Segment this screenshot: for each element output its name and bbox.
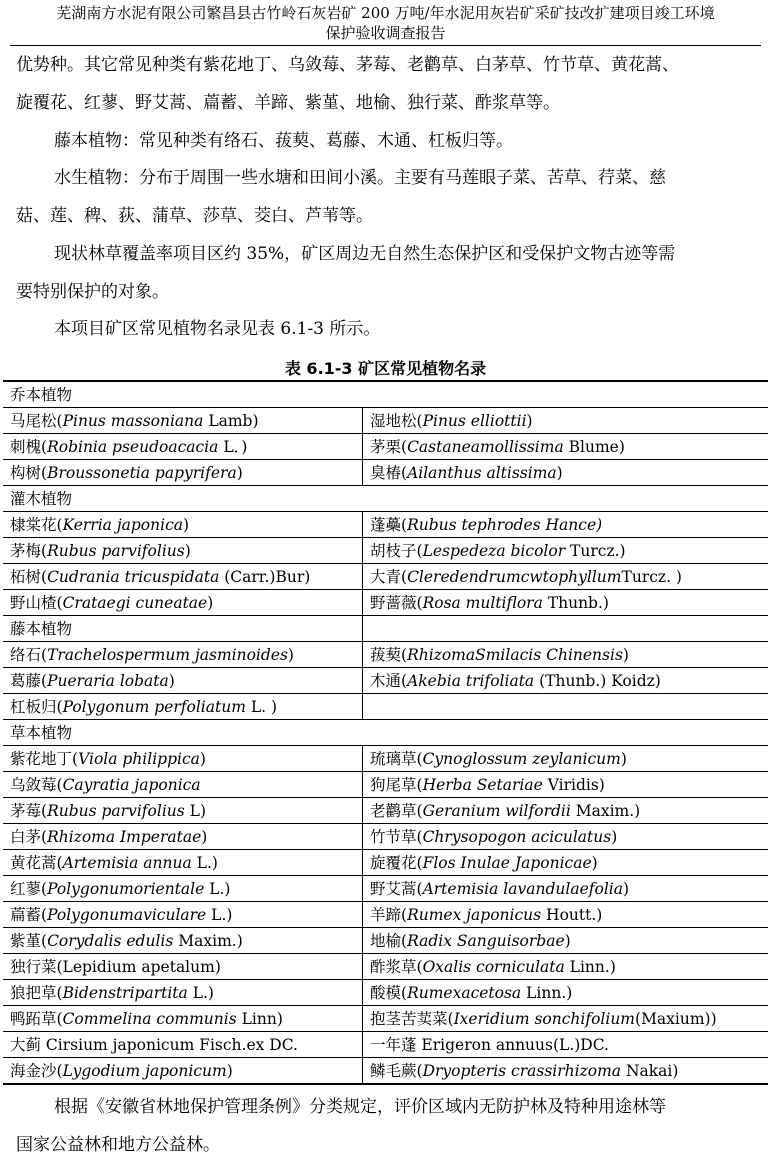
plant-name-text: L.) [191, 853, 218, 872]
plant-name-text: 羊蹄( [370, 905, 408, 924]
plant-name-text: ) [556, 463, 563, 482]
table-row [3, 1006, 768, 1032]
plant-name-text: ) [199, 749, 206, 768]
plant-name-text: 灌木植物 [10, 489, 73, 508]
section-heading-cell [3, 720, 768, 746]
scientific-name: Herba Setariae [422, 775, 543, 794]
plant-name-text: Turcz. ) [621, 567, 682, 586]
plant-cell-right [363, 902, 769, 928]
scientific-name: Trachelospermum jasminoides [47, 645, 288, 664]
plant-cell-left [3, 876, 363, 902]
plant-name-text: L.) [206, 905, 233, 924]
plant-cell-left [3, 850, 363, 876]
plant-name-text: ) [236, 463, 243, 482]
paragraph-line: 水生植物：分布于周围一些水塘和田间小溪。主要有马莲眼子菜、苦草、荇菜、慈 [54, 168, 666, 188]
plant-name-text: ) [526, 411, 533, 430]
plant-name-text: Houtt.) [541, 905, 603, 924]
plant-name-text: 鸭跖草( [10, 1009, 63, 1028]
table-section-row [3, 381, 768, 408]
plant-name-text: Linn.) [521, 983, 573, 1002]
plant-cell-right [363, 616, 769, 642]
plant-name-text: ) [226, 1061, 233, 1080]
table-row [3, 850, 768, 876]
plant-name-text: ) [207, 593, 214, 612]
table-row [3, 408, 768, 434]
plant-cell-right [363, 590, 769, 616]
plant-name-text: ) [564, 931, 571, 950]
paragraph-line: 现状林草覆盖率项目区约 35%，矿区周边无自然生态保护区和受保护文物古迹等需 [54, 244, 676, 264]
plant-cell-right [363, 668, 769, 694]
table-row [3, 564, 768, 590]
plant-name-text: 大蓟 Cirsium japonicum Fisch.ex DC. [10, 1035, 298, 1054]
plant-cell-left [3, 980, 363, 1006]
scientific-name: Robinia pseudoacacia [47, 437, 219, 456]
section-heading-cell [3, 381, 768, 408]
scientific-name: Artemisia lavandulaefolia [422, 879, 623, 898]
plant-name-text: Linn.) [564, 957, 616, 976]
scientific-name: Commelina communis [62, 1009, 237, 1028]
plant-list-table [3, 380, 768, 1085]
table-row [3, 538, 768, 564]
section-heading-cell [3, 486, 768, 512]
plant-cell-right [363, 824, 769, 850]
scientific-name: RhizomaSmilacis Chinensis [407, 645, 623, 664]
plant-name-text: 茅梅( [10, 541, 48, 560]
plant-name-text: 野山楂( [10, 593, 63, 612]
plant-name-text: 野艾蒿( [370, 879, 423, 898]
plant-name-text: 一年蓬 Erigeron annuus(L.)DC. [370, 1035, 609, 1054]
scientific-name: Cudrania tricuspidata [47, 567, 220, 586]
scientific-name: Polygonumorientale [47, 879, 205, 898]
scientific-name: Artemisia annua [62, 853, 192, 872]
plant-name-text: 鳞毛蕨( [370, 1061, 423, 1080]
plant-name-text: ) [168, 671, 175, 690]
table-row [3, 772, 768, 798]
plant-name-text: 竹节草( [370, 827, 423, 846]
plant-cell-left [3, 1058, 363, 1085]
scientific-name: Akebia trifoliata [407, 671, 535, 690]
paragraph-line: 本项目矿区常见植物名录见表 6.1-3 所示。 [54, 319, 381, 339]
scientific-name: Pinus massoniana [62, 411, 204, 430]
plant-cell-right [363, 980, 769, 1006]
plant-name-text: Maxim.) [570, 801, 641, 820]
plant-name-text: ) [622, 879, 630, 898]
table-row [3, 590, 768, 616]
plant-name-text: Linn) [236, 1009, 283, 1028]
plant-cell-left [3, 564, 363, 590]
plant-table-body [3, 381, 768, 1084]
plant-cell-right [363, 772, 769, 798]
plant-name-text: 刺槐( [10, 437, 48, 456]
plant-name-text: 狼把草( [10, 983, 63, 1002]
plant-cell-right [363, 642, 769, 668]
plant-name-text: 藤本植物 [10, 619, 73, 638]
table-row [3, 980, 768, 1006]
paragraph-line: 旋覆花、红蓼、野艾蒿、萹蓄、羊蹄、紫堇、地榆、独行菜、酢浆草等。 [16, 93, 560, 113]
plant-name-text: 旋覆花( [370, 853, 423, 872]
plant-name-text: Turcz.) [565, 541, 626, 560]
table-row [3, 1058, 768, 1085]
plant-cell-left [3, 408, 363, 434]
plant-cell-left [3, 746, 363, 772]
plant-name-text: 酸模( [370, 983, 408, 1002]
plant-name-text: 独行菜(Lepidium apetalum) [10, 957, 221, 976]
plant-name-text: ) [622, 645, 629, 664]
plant-name-text: 马尾松( [10, 411, 63, 430]
plant-name-text: 臭椿( [370, 463, 408, 482]
table-row [3, 434, 768, 460]
table-section-row [3, 720, 768, 746]
header-title-line1: 芜湖南方水泥有限公司繁昌县古竹岭石灰岩矿 200 万吨/年水泥用灰岩矿采矿技改扩建项目竣工环境 [56, 4, 715, 22]
plant-name-text: 杠板归( [10, 697, 63, 716]
plant-name-text: 棣棠花( [10, 515, 63, 534]
plant-cell-right [363, 746, 769, 772]
plant-name-text: 菝葜( [370, 645, 408, 664]
table-row [3, 642, 768, 668]
plant-name-text: 老鹳草( [370, 801, 423, 820]
plant-cell-left [3, 954, 363, 980]
paragraph-line: 藤本植物：常见种类有络石、菝葜、葛藤、木通、杠板归等。 [54, 131, 513, 151]
scientific-name: Cynoglossum zeylanicum [422, 749, 621, 768]
plant-cell-left [3, 824, 363, 850]
plant-name-text: ) [620, 749, 627, 768]
scientific-name: Chrysopogon aciculatus [422, 827, 612, 846]
plant-name-text: 酢浆草( [370, 957, 423, 976]
plant-name-text: (Thunb.) Koidz) [534, 671, 661, 690]
plant-name-text: 琉璃草( [370, 749, 423, 768]
plant-name-text: 络石( [10, 645, 48, 664]
plant-name-text: Blume) [563, 437, 625, 456]
table-row [3, 902, 768, 928]
paragraph-line: 根据《安徽省林地保护管理条例》分类规定，评价区域内无防护林及特种用途林等 [54, 1097, 666, 1117]
plant-cell-left [3, 798, 363, 824]
table-row [3, 512, 768, 538]
table-title: 表 6.1-3 矿区常见植物名录 [284, 359, 487, 378]
plant-name-text: 狗尾草( [370, 775, 423, 794]
plant-name-text: 大青( [370, 567, 408, 586]
plant-cell-right [363, 512, 769, 538]
scientific-name: Lygodium japonicum [62, 1061, 227, 1080]
plant-name-text: L.) [187, 983, 214, 1002]
scientific-name: Polygonumaviculare [47, 905, 207, 924]
table-row [3, 460, 768, 486]
plant-name-text: 野蔷薇( [370, 593, 423, 612]
plant-name-text: 萹蓄( [10, 905, 48, 924]
plant-name-text: 乌敛莓( [10, 775, 63, 794]
plant-cell-left [3, 460, 363, 486]
plant-cell-right [363, 408, 769, 434]
scientific-name: Rosa multiflora [422, 593, 543, 612]
scientific-name: Pueraria lobata [47, 671, 169, 690]
plant-cell-right [363, 798, 769, 824]
plant-name-text: ) [591, 853, 598, 872]
plant-name-text: 蓬蘽( [370, 515, 408, 534]
plant-cell-left [3, 512, 363, 538]
plant-name-text: 胡枝子( [370, 541, 423, 560]
plant-name-text: 木通( [370, 671, 408, 690]
plant-name-text: Viridis) [542, 775, 605, 794]
plant-cell-right [363, 694, 769, 720]
plant-name-text: 茅栗( [370, 437, 408, 456]
paragraph-line: 菇、莲、稗、荻、蒲草、莎草、茭白、芦苇等。 [16, 206, 373, 226]
scientific-name: Rhizoma Imperatae [47, 827, 202, 846]
scientific-name: Rubus tephrodes Hance) [407, 515, 603, 534]
plant-cell-left [3, 694, 363, 720]
scientific-name: Cayratia japonica [62, 775, 201, 794]
plant-name-text: 红蓼( [10, 879, 48, 898]
table-row [3, 928, 768, 954]
plant-cell-right [363, 564, 769, 590]
scientific-name: Bidenstripartita [62, 983, 188, 1002]
plant-name-text: Maxim.) [173, 931, 243, 950]
plant-cell-right [363, 876, 769, 902]
plant-cell-left [3, 1032, 363, 1058]
plant-cell-right [363, 538, 769, 564]
plant-name-text: 乔本植物 [10, 385, 73, 404]
header-title-line2: 保护验收调查报告 [325, 24, 446, 42]
scientific-name: Lespedeza bicolor [422, 541, 566, 560]
plant-cell-left [3, 590, 363, 616]
scientific-name: Flos Inulae Japonicae [422, 853, 592, 872]
plant-name-text: ) [201, 827, 208, 846]
plant-cell-left [3, 642, 363, 668]
scientific-name: Ailanthus altissima [407, 463, 557, 482]
plant-name-text: L. ) [245, 697, 278, 716]
scientific-name: Corydalis edulis [47, 931, 174, 950]
plant-name-text: Lamb) [203, 411, 259, 430]
table-section-row [3, 486, 768, 512]
plant-cell-right [363, 1006, 769, 1032]
plant-cell-left [3, 616, 363, 642]
table-row [3, 668, 768, 694]
paragraph-line: 国家公益林和地方公益林。 [16, 1135, 220, 1155]
plant-cell-right [363, 928, 769, 954]
plant-name-text: 紫堇( [10, 931, 48, 950]
plant-name-text: ) [183, 515, 190, 534]
scientific-name: Cleredendrumcwtophyllum [407, 567, 622, 586]
plant-cell-right [363, 434, 769, 460]
plant-name-text: 黄花蒿( [10, 853, 63, 872]
plant-cell-left [3, 538, 363, 564]
scientific-name: Crataegi cuneatae [62, 593, 208, 612]
plant-name-text: (Carr.)Bur) [219, 567, 311, 586]
table-row [3, 824, 768, 850]
plant-cell-left [3, 772, 363, 798]
plant-name-text: 白茅( [10, 827, 48, 846]
table-row [3, 1032, 768, 1058]
plant-name-text: 抱茎苦荬菜( [370, 1009, 454, 1028]
scientific-name: Rumexacetosa [407, 983, 522, 1002]
plant-name-text: 地榆( [370, 931, 408, 950]
scientific-name: Geranium wilfordii [422, 801, 571, 820]
plant-name-text: ) [184, 541, 191, 560]
plant-name-text: Thunb.) [542, 593, 609, 612]
plant-name-text: Nakai) [621, 1061, 679, 1080]
plant-name-text: 柘树( [10, 567, 48, 586]
plant-cell-left [3, 928, 363, 954]
plant-cell-right [363, 954, 769, 980]
scientific-name: Ixeridium sonchifolium [453, 1009, 636, 1028]
table-row [3, 954, 768, 980]
table-row [3, 798, 768, 824]
plant-name-text: 湿地松( [370, 411, 423, 430]
plant-name-text: 葛藤( [10, 671, 48, 690]
plant-name-text: L．) [218, 437, 248, 456]
plant-cell-right [363, 850, 769, 876]
scientific-name: Oxalis corniculata [422, 957, 565, 976]
plant-cell-right [363, 460, 769, 486]
plant-cell-right [363, 1032, 769, 1058]
table-row [3, 746, 768, 772]
plant-name-text: ) [611, 827, 618, 846]
plant-name-text: ) [287, 645, 294, 664]
paragraph-line: 优势种。其它常见种类有紫花地丁、乌敛莓、茅莓、老鹳草、白茅草、竹节草、黄花蒿、 [16, 55, 679, 75]
plant-name-text: L) [184, 801, 206, 820]
plant-name-text: 构树( [10, 463, 48, 482]
scientific-name: Polygonum perfoliatum [62, 697, 246, 716]
plant-cell-left [3, 668, 363, 694]
scientific-name: Rumex japonicus [407, 905, 542, 924]
plant-cell-left [3, 434, 363, 460]
scientific-name: Radix Sanguisorbae [407, 931, 565, 950]
scientific-name: Castaneamollissima [407, 437, 564, 456]
plant-cell-left [3, 902, 363, 928]
plant-name-text: L.) [204, 879, 231, 898]
plant-name-text: 海金沙( [10, 1061, 63, 1080]
plant-cell-right [363, 1058, 769, 1085]
table-row [3, 616, 768, 642]
plant-name-text: (Maxium)) [635, 1009, 717, 1028]
scientific-name: Viola philippica [78, 749, 200, 768]
scientific-name: Rubus parvifolius [47, 801, 185, 820]
plant-name-text: 紫花地丁( [10, 749, 79, 768]
table-row [3, 876, 768, 902]
scientific-name: Kerria japonica [62, 515, 184, 534]
plant-cell-left [3, 1006, 363, 1032]
scientific-name: Rubus parvifolius [47, 541, 185, 560]
scientific-name: Dryopteris crassirhizoma [422, 1061, 622, 1080]
scientific-name: Pinus elliottii [422, 411, 527, 430]
paragraph-line: 要特别保护的对象。 [16, 282, 169, 302]
table-row [3, 694, 768, 720]
plant-name-text: 草本植物 [10, 723, 73, 742]
scientific-name: Broussonetia papyrifera [47, 463, 237, 482]
plant-name-text: 茅莓( [10, 801, 48, 820]
